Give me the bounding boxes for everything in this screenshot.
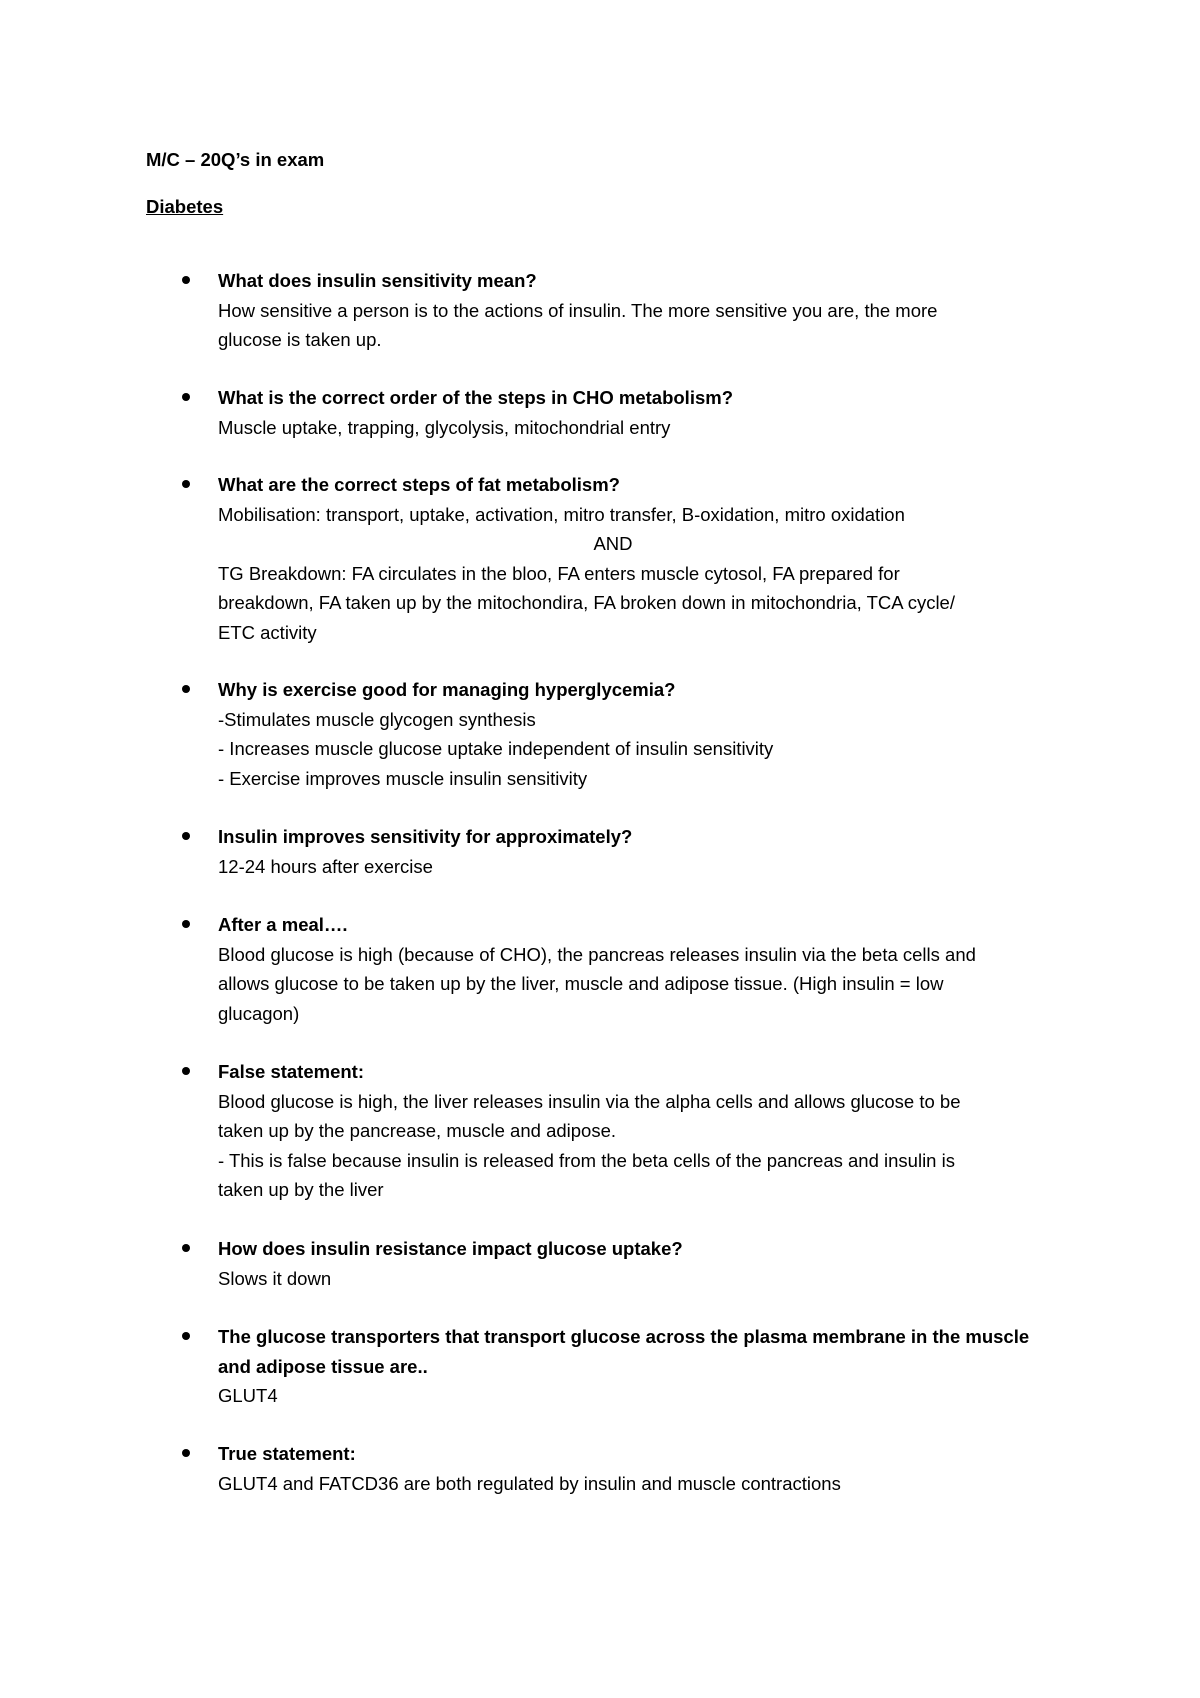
answer-line: AND [593,533,633,554]
list-item [218,1057,1058,1205]
question-text: Insulin improves sensitivity for approximately? [218,826,633,847]
answer-line: - Increases muscle glucose uptake independent of insulin sensitivity [218,738,774,759]
list-item [218,910,1058,1028]
list-item [218,675,1058,793]
bullet-icon [182,1067,190,1075]
list-item [218,822,1058,881]
answer-line: glucose is taken up. [218,329,382,350]
question-text: What are the correct steps of fat metabolism? [218,474,620,495]
answer-line: Mobilisation: transport, uptake, activation, mitro transfer, B-oxidation, mitro oxidation [218,503,905,525]
bullet-icon [182,1244,190,1252]
answer-line: Blood glucose is high (because of CHO), the pancreas releases insulin via the beta cells and [218,943,976,965]
question-text: False statement: [218,1061,364,1082]
section-heading-diabetes: Diabetes [146,196,224,217]
answer-line: - Exercise improves muscle insulin sensitivity [218,767,588,789]
document-title: M/C – 20Q’s in exam [146,149,325,170]
bullet-icon [182,920,190,928]
question-text: The glucose transporters that transport glucose across the plasma membrane in the muscle and adipose tissue are.. [218,1326,1030,1377]
answer-line: - This is false because insulin is released from the beta cells of the pancreas and insulin is [218,1149,955,1171]
question-text: Why is exercise good for managing hyperglycemia? [218,679,676,700]
bullet-icon [182,1449,190,1457]
answer-line: GLUT4 [218,1385,278,1406]
question-text: What does insulin sensitivity mean? [218,270,537,291]
list-item [218,383,1058,442]
answer-line: How sensitive a person is to the actions of insulin. The more sensitive you are, the more [218,299,938,321]
bullet-icon [182,480,190,488]
bullet-icon [182,393,190,401]
list-item [218,266,1058,355]
question-text: What is the correct order of the steps in CHO metabolism? [218,387,734,408]
bullet-icon [182,276,190,284]
answer-line: Blood glucose is high, the liver releases insulin via the alpha cells and allows glucose to be [218,1090,961,1112]
answer-line: 12-24 hours after exercise [218,855,433,877]
answer-line: GLUT4 and FATCD36 are both regulated by insulin and muscle contractions [218,1472,841,1494]
answer-line: taken up by the pancrease, muscle and adipose. [218,1120,617,1141]
question-text: True statement: [218,1443,356,1464]
bullet-icon [182,1332,190,1340]
answer-line: breakdown, FA taken up by the mitochondira, FA broken down in mitochondria, TCA cycle/ [218,592,955,613]
list-item [218,1439,1058,1498]
answer-line: Slows it down [218,1267,332,1289]
answer-line: glucagon) [218,1002,300,1024]
question-text: How does insulin resistance impact glucose uptake? [218,1238,683,1259]
answer-line: Muscle uptake, trapping, glycolysis, mitochondrial entry [218,416,671,438]
answer-line: ETC activity [218,621,317,643]
bullet-icon [182,832,190,840]
question-text: After a meal…. [218,914,348,935]
list-item [218,470,1058,647]
answer-line: allows glucose to be taken up by the liver, muscle and adipose tissue. (High insulin = low [218,973,944,994]
answer-line: -Stimulates muscle glycogen synthesis [218,708,536,730]
list-item [218,1234,1058,1293]
answer-line: TG Breakdown: FA circulates in the bloo, FA enters muscle cytosol, FA prepared for [218,562,900,584]
answer-line: taken up by the liver [218,1179,384,1200]
list-item [218,1322,1058,1411]
bullet-icon [182,685,190,693]
